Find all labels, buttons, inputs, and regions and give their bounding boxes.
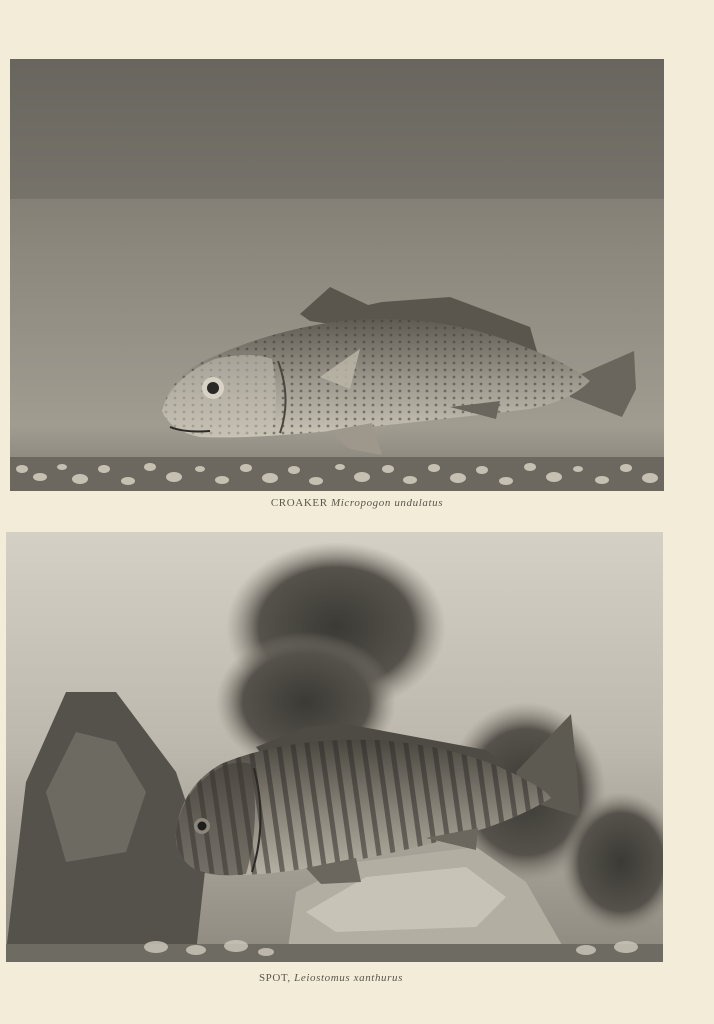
croaker-caption [0,497,714,509]
spot-common-name: SPOT, [258,972,291,984]
spot-fish-icon [6,532,663,962]
croaker-photo [10,59,664,491]
spot-photo [6,532,663,962]
spot-scientific-name: Leiostomus xanthurus [294,972,404,984]
croaker-scientific-name: Micropogon undulatus [331,497,444,509]
spot-caption [0,972,688,984]
croaker-common-name: CROAKER [270,497,328,509]
croaker-fish-icon [10,59,664,491]
